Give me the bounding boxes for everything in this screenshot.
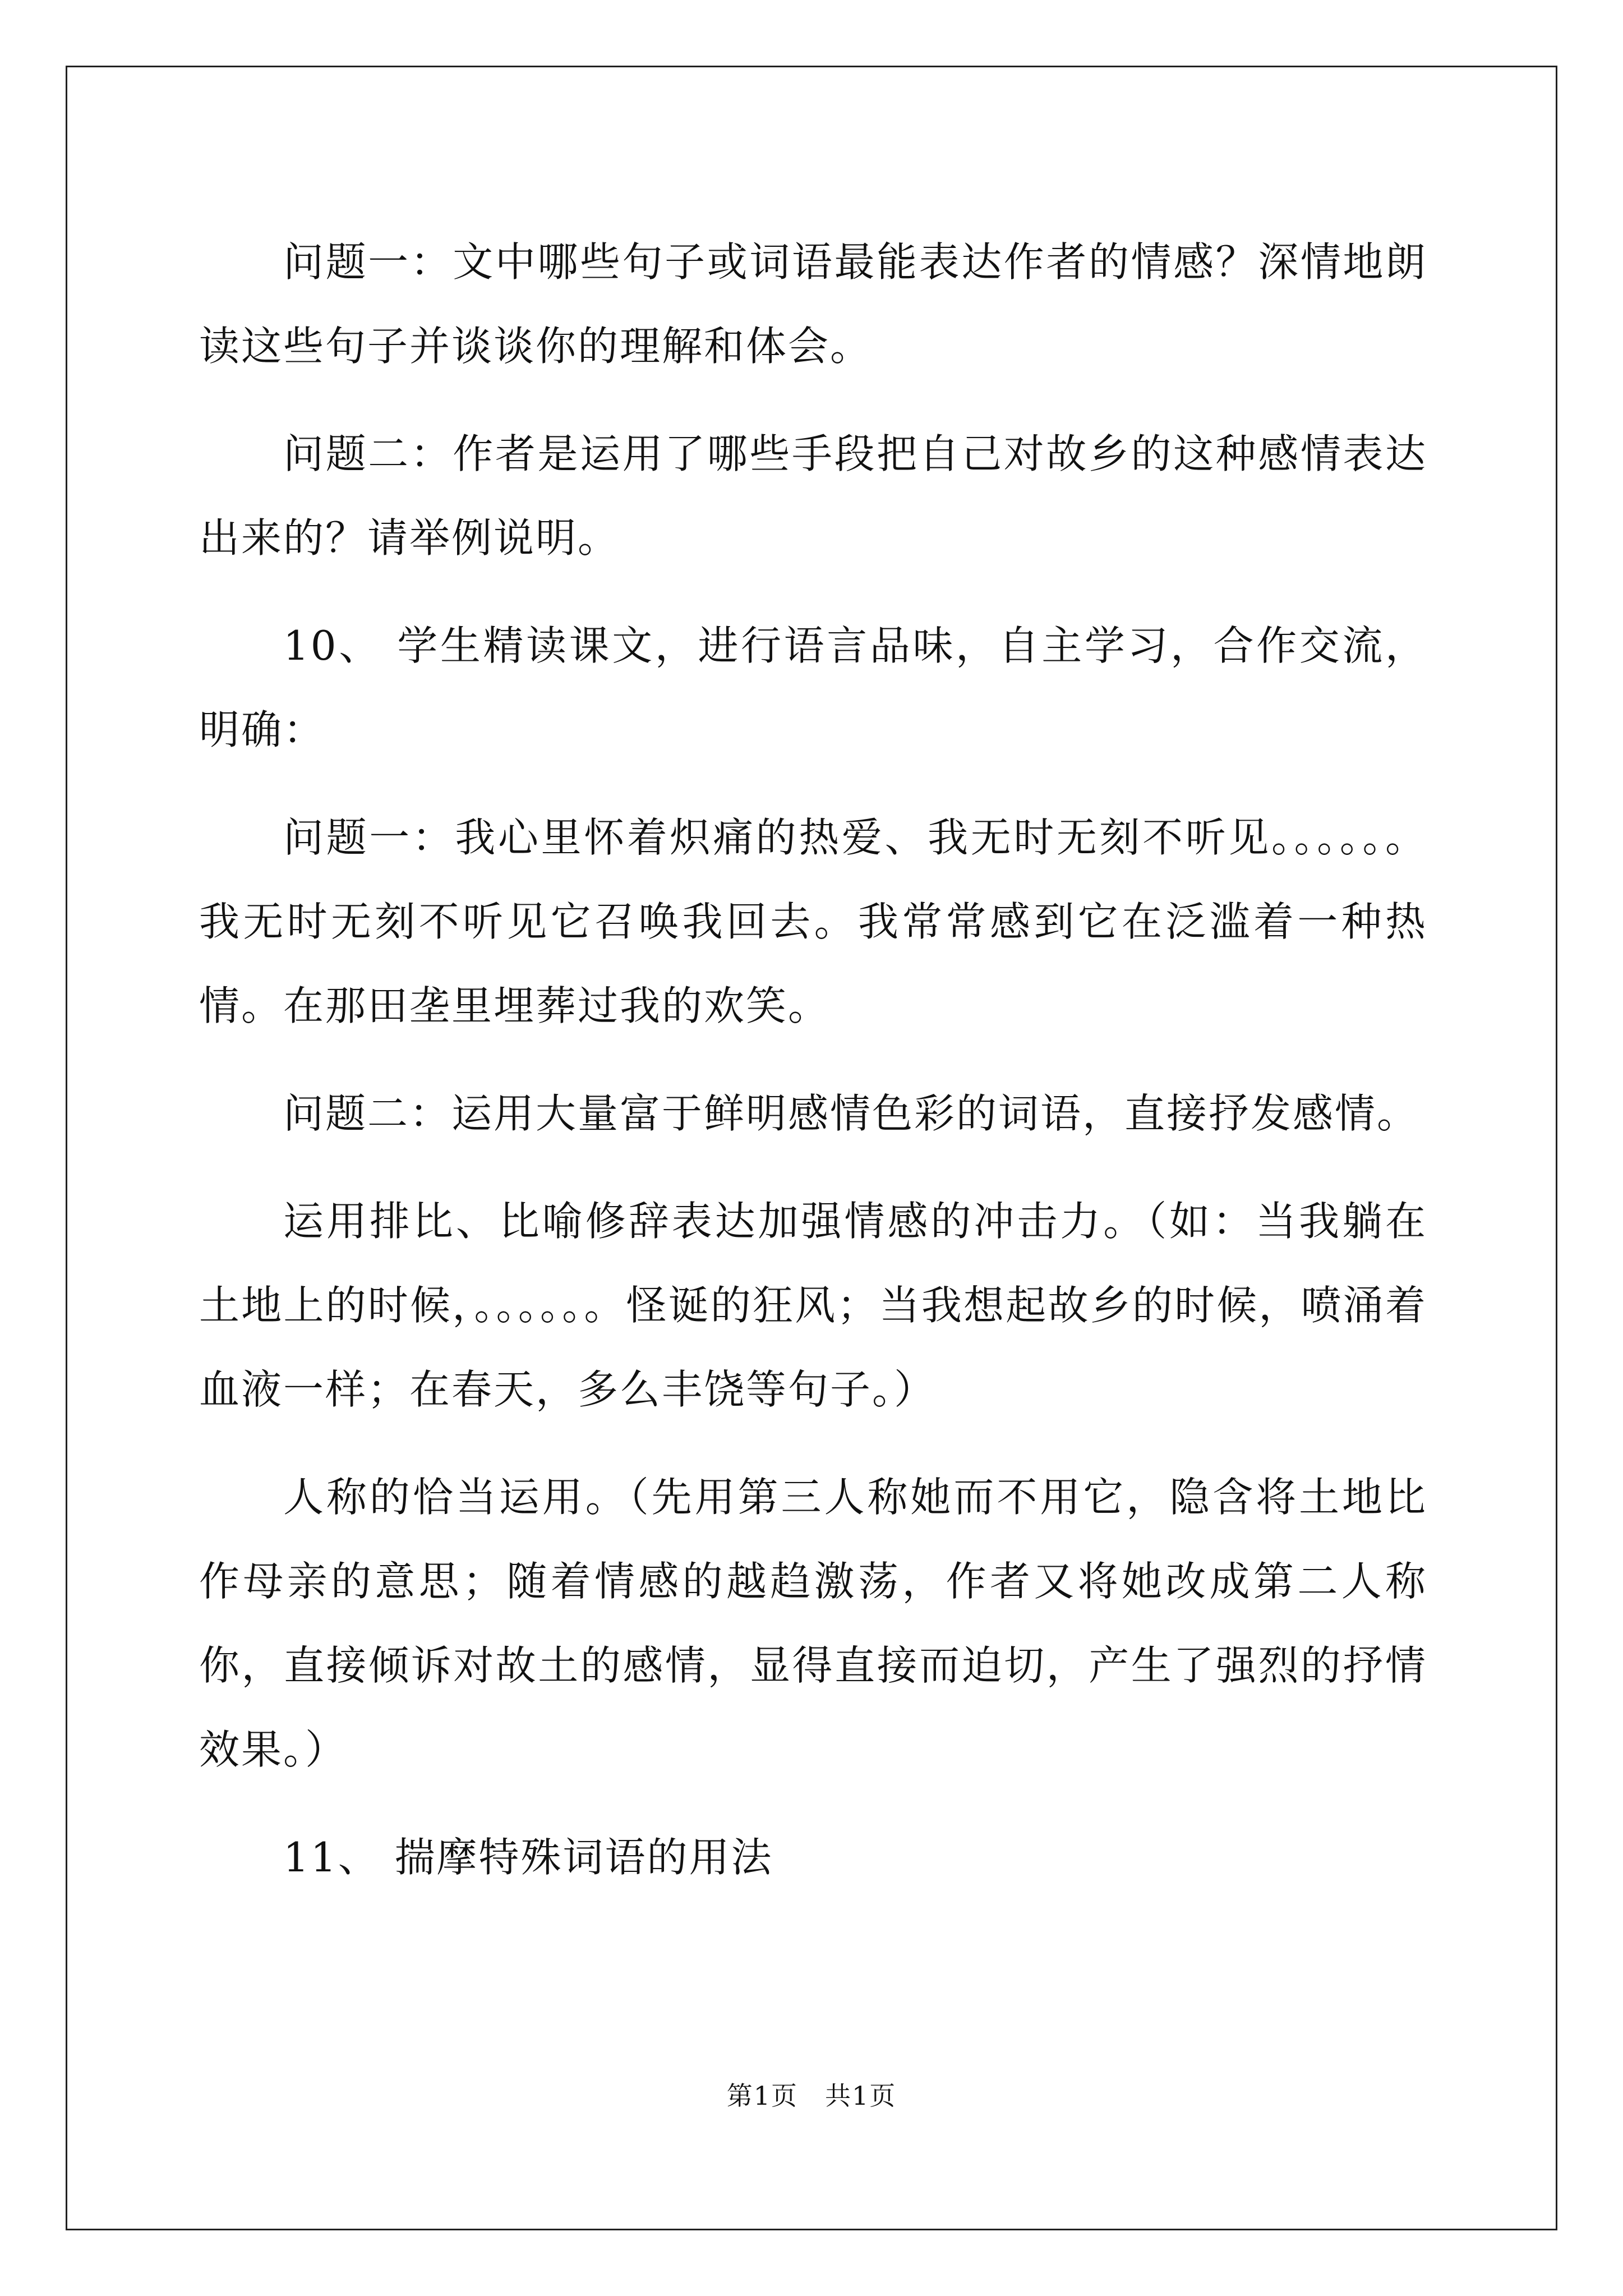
paragraph-person: 人称的恰当运用。（先用第三人称她而不用它，隐含将土地比作母亲的意思；随着情感的越趋激荡，作者又将她改成第二人称你，直接倾诉对故土的感情，显得直接而迫切，产生了强烈的抒情效果。） [199, 1474, 1427, 1773]
paragraph-answer-1: 问题一：我心里怀着炽痛的热爱、我无时无刻不听见。。。。。。我无时无刻不听见它召唤我回去。我常常感到它在泛滥着一种热情。在那田垄里埋葬过我的欢笑。 [199, 814, 1427, 1029]
paragraph-answer-2: 问题二：运用大量富于鲜明感情色彩的词语，直接抒发感情。 [283, 1090, 1419, 1137]
paragraph-rhetoric: 运用排比、比喻修辞表达加强情感的冲击力。（如：当我躺在土地上的时候，。。。。。。怪诞的狂风；当我想起故乡的时候，喷涌着血液一样；在春天，多么丰饶等句子。） [199, 1198, 1427, 1413]
paragraph-question-1: 问题一：文中哪些句子或词语最能表达作者的情感？深情地朗读这些句子并谈谈你的理解和体会。 [199, 238, 1427, 370]
paragraph-item-10: 10、 学生精读课文，进行语言品味，自主学习，合作交流，明确： [199, 622, 1427, 753]
page-footer: 第1页 共1页 [726, 2081, 897, 2111]
paragraph-question-2: 问题二：作者是运用了哪些手段把自己对故乡的这种感情表达出来的？请举例说明。 [199, 430, 1427, 562]
paragraph-item-11: 11、 揣摩特殊词语的用法 [283, 1834, 773, 1881]
document-body [199, 220, 1427, 1899]
